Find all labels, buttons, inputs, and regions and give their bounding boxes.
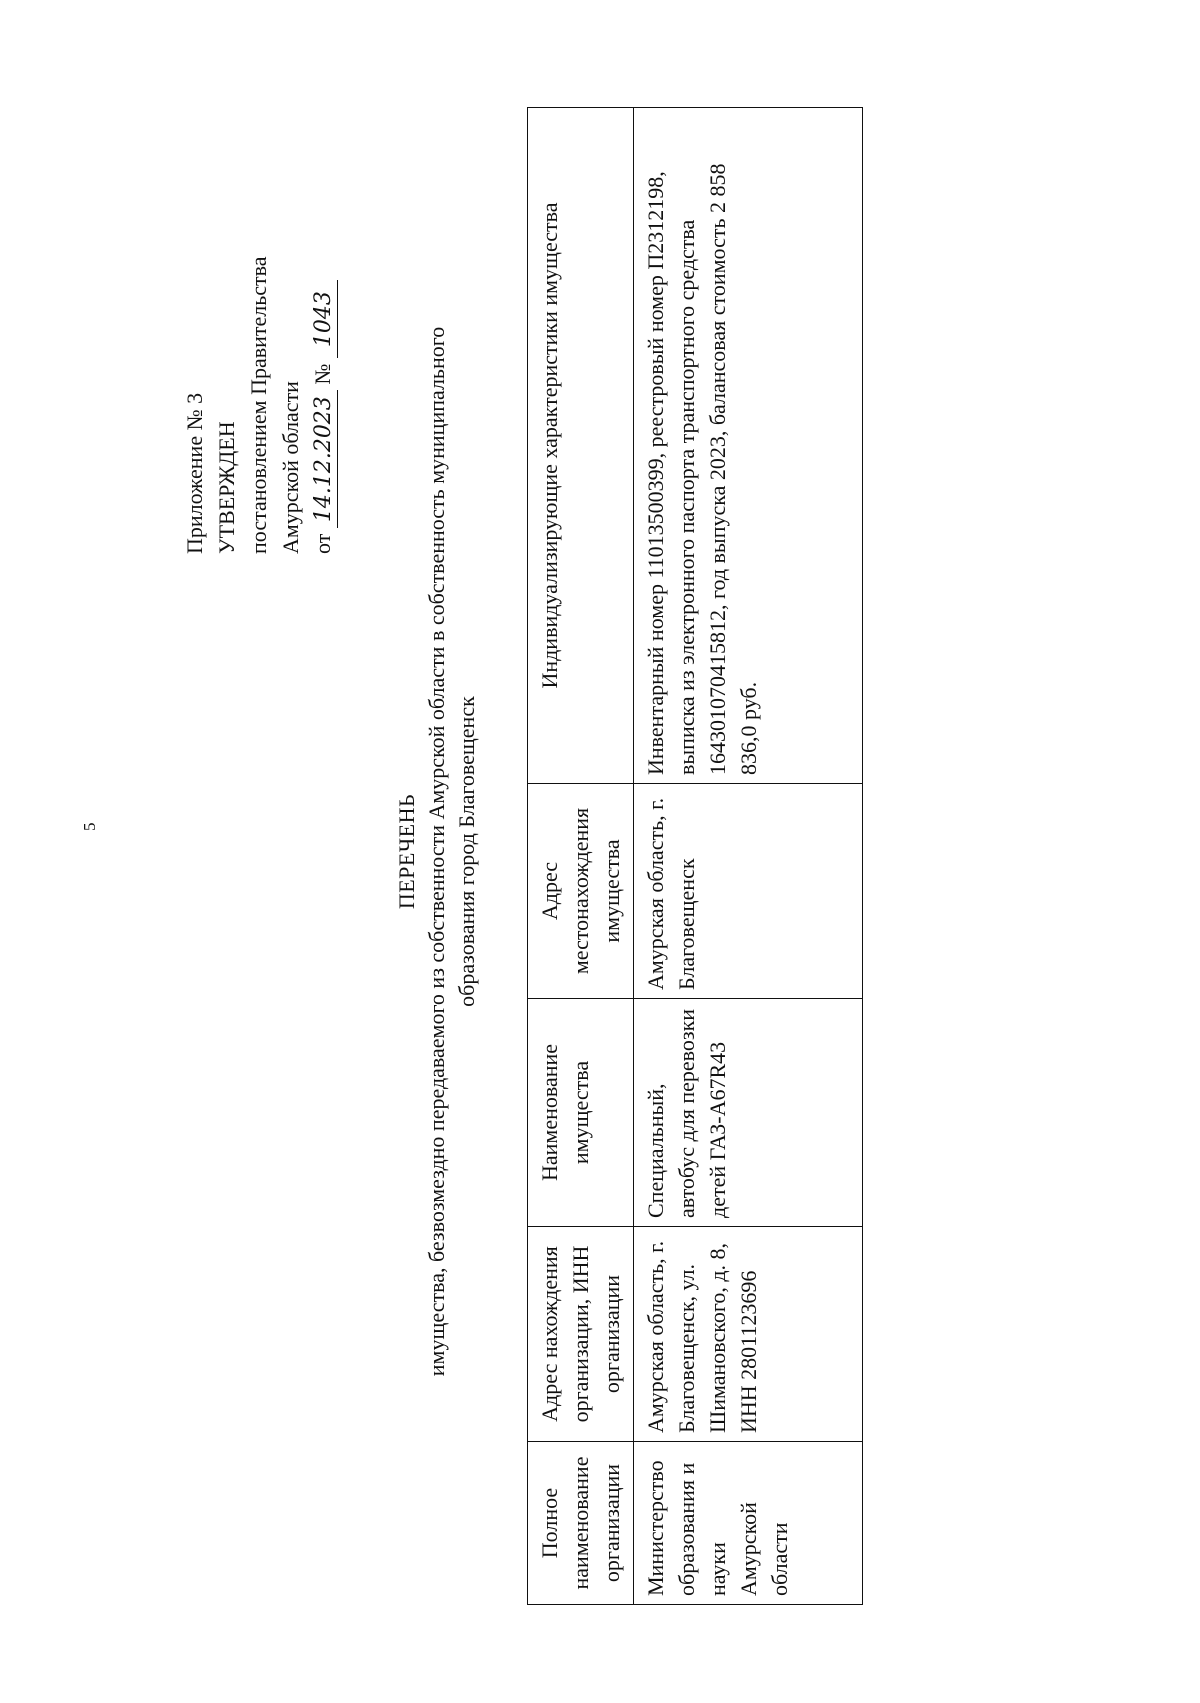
header-org-name: Полное наименование организации — [528, 1442, 634, 1605]
page-number: 5 — [80, 822, 99, 831]
approval-date-number — [307, 84, 339, 554]
cell-org-name: Министерство образования и науки Амурской области — [634, 1442, 863, 1605]
approval-line-2: Амурской области — [278, 381, 303, 554]
appendix-label: Приложение № 3 — [182, 392, 207, 554]
approval-stamp-block — [179, 84, 339, 554]
table-row — [634, 108, 863, 1605]
header-org-address: Адрес нахождения организации, ИНН организации — [528, 1227, 634, 1442]
title-line-2: образования город Благовещенск — [454, 696, 479, 1007]
document-title — [392, 0, 482, 1703]
from-label: от — [310, 533, 335, 554]
number-label: № — [310, 363, 335, 385]
cell-org-address: Амурская область, г. Благовещенск, ул. Шимановского, д. 8, ИНН 2801123696 — [634, 1227, 863, 1442]
table-header-row — [528, 108, 634, 1605]
handwritten-number: 1043 — [311, 280, 338, 358]
cell-property-characteristics: Инвентарный номер 11013500399, реестровый номер П2312198, выписка из электронного паспорта транспортного средства 164301070415812, год выпуска 2023, балансовая стоимость 2 858 836,0 руб. — [634, 108, 863, 784]
handwritten-date: 14.12.2023 — [311, 390, 338, 528]
title-heading: ПЕРЕЧЕНЬ — [394, 793, 419, 910]
title-line-1: имущества, безвозмездно передаваемого из собственности Амурской области в собственность муниципального — [424, 326, 449, 1377]
approval-line-1: постановлением Правительства — [246, 256, 271, 554]
header-property-address: Адрес местонахождения имущества — [528, 784, 634, 999]
cell-property-name: Специальный, автобус для перевозки детей ГАЗ-А67R43 — [634, 999, 863, 1227]
property-list-table — [527, 107, 863, 1605]
cell-property-address: Амурская область, г. Благовещенск — [634, 784, 863, 999]
header-property-name: Наименование имущества — [528, 999, 634, 1227]
header-property-characteristics: Индивидуализирующие характеристики имущества — [528, 108, 634, 784]
approved-label: УТВЕРЖДЕН — [214, 421, 239, 554]
